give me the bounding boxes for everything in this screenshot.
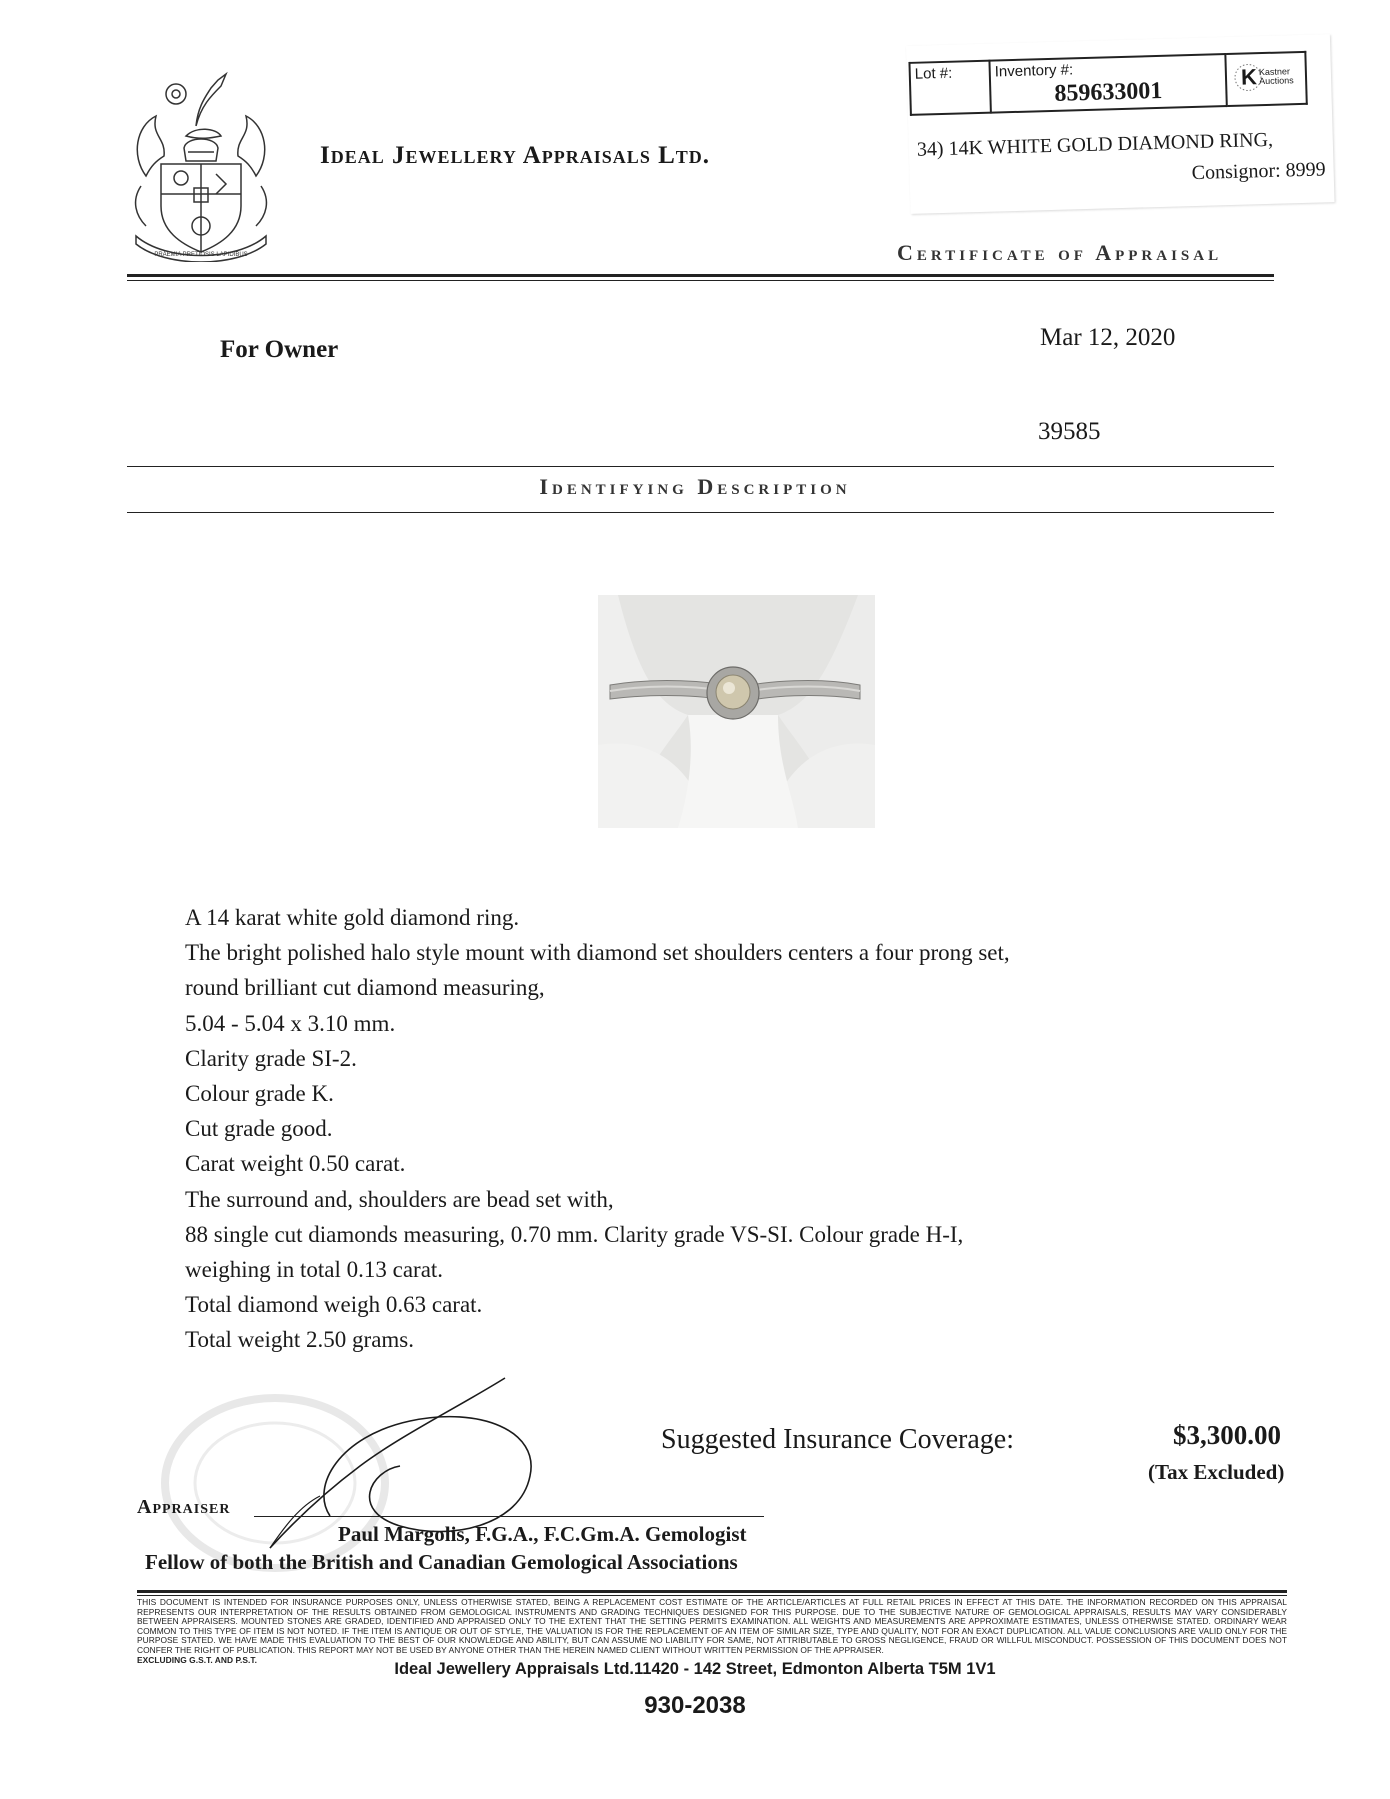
logo-cell [1225,52,1306,106]
header-rule-thin [127,280,1274,281]
inventory-cell [989,54,1226,113]
insurance-tax-note: (Tax Excluded) [1148,1460,1285,1484]
footer-address: Ideal Jewellery Appraisals Ltd.11420 - 142 Street, Edmonton Alberta T5M 1V1 [394,1660,996,1678]
logo-text-line1: Kastner [1258,66,1291,78]
lot-cell [909,61,990,115]
description-line: 5.04 - 5.04 x 3.10 mm. [185,1010,396,1036]
description-line: The bright polished halo style mount with diamond set shoulders centers a four prong set, [185,940,1010,966]
header-rule-thick [127,274,1274,277]
logo-text-line2: Auctions [1258,75,1294,87]
description-line: Total diamond weigh 0.63 carat. [185,1292,483,1318]
reference-number: 39585 [1038,418,1101,445]
section-title: Identifying Description [539,474,851,499]
company-name: Ideal Jewellery Appraisals Ltd. [320,142,711,169]
description-line: weighing in total 0.13 carat. [185,1257,444,1283]
inventory-number: 859633001 [1054,77,1163,107]
appraisal-date: Mar 12, 2020 [1040,324,1176,351]
disclaimer-text: THIS DOCUMENT IS INTENDED FOR INSURANCE PURPOSES ONLY, UNLESS OTHERWISE STATED, BEING A REPLACEMENT COST ESTIMATE OF THE ARTICLE/ARTICLES AT FULL RETAIL PRICES IN EFFECT AT THIS DATE. THE INFORMATION RECORDED ON THIS APPRAISAL REPRESENTS OUR INTERPRETATION OF THE RESULTS OBTAINED FROM GEMOLOGICAL INSTRUMENTS AND GRADING TECHNIQUES DESIGNED FOR THIS PURPOSE. DUE TO THE SUBJECTIVE NATURE OF GEMOLOGICAL APPRAISALS, RESULTS MAY VARY CONSIDERABLY BETWEEN APPRAISERS. MOUNTED STONES ARE GRADED, IDENTIFIED AND APPRAISED ONLY TO THE EXTENT THAT THE SETTING PERMITS EXAMINATION. ALL WEIGHTS AND MEASUREMENTS ARE APPROXIMATE ESTIMATES, UNLESS OTHERWISE STATED. ORDINARY WEAR COMMON TO THIS TYPE OF ITEM IS NOT NOTED. IF THE ITEM IS ANTIQUE OR OUT OF STYLE, THE VALUATION IS FOR THE REPLACEMENT OF AN ITEM OF SIMILAR SIZE, TYPE AND QUALITY, NOT FOR AN EXACT DUPLICATION. ALL VALUE CONCLUSIONS ARE VALID ONLY FOR THE PURPOSE STATED. WE HAVE MADE THIS EVALUATION TO THE BEST OF OUR KNOWLEDGE AND ABILITY, BUT CAN ASSUME NO LIABILITY FOR SAME, NOT ATTRIBUTABLE TO GROSS NEGLIGENCE, FRAUD OR WILLFUL MISCONDUCT. POSSESSION OF THIS DOCUMENT DOES NOT CONFER THE RIGHT OF PUBLICATION. THIS REPORT MAY NOT BE USED BY ANYONE OTHER THAN THE HEREIN NAMED CLIENT WITHOUT WRITTEN PERMISSION OF THE APPRAISER. [137,1597,1287,1655]
certificate-title: Certificate of Appraisal [897,240,1223,265]
appraiser-label: Appraiser [137,1496,231,1518]
description-line: Colour grade K. [185,1081,334,1107]
description-line: Total weight 2.50 grams. [185,1327,414,1353]
section-rule-top [127,466,1274,467]
description-line: 88 single cut diamonds measuring, 0.70 mm. Clarity grade VS-SI. Colour grade H-I, [185,1221,964,1247]
inventory-label: Inventory #: [994,61,1074,81]
section-rule-bottom [127,512,1274,513]
sticker-table [908,51,1307,116]
owner-label: For Owner [220,336,339,363]
appraiser-name: Paul Margolis, F.G.A., F.C.Gm.A. Gemologist [338,1522,747,1546]
appraiser-fellowship: Fellow of both the British and Canadian Gemological Associations [145,1550,738,1574]
crest-motto: PRAEMIA PRETIOSIS LAPIDIBUS [154,252,248,258]
coat-of-arms-icon [126,66,276,262]
logo-letter: K [1240,64,1258,90]
description-line: A 14 karat white gold diamond ring. [185,905,520,930]
insurance-value: $3,300.00 [1173,1420,1281,1450]
footer-phone: 930-2038 [644,1692,746,1719]
lot-label: Lot #: [914,64,953,83]
ring-photo [598,595,875,828]
description-line: round brilliant cut diamond measuring, [185,975,545,1001]
description-line: Clarity grade SI-2. [185,1045,357,1071]
signature-line [254,1516,764,1517]
logo-text [1259,67,1294,86]
sticker-consignor: Consignor: 8999 [1191,158,1326,185]
kastner-auctions-logo [1226,53,1305,103]
auction-sticker [906,34,1335,214]
disclaimer-excluding: EXCLUDING G.S.T. AND P.S.T. [137,1654,258,1665]
disclaimer [137,1598,1287,1665]
description-block [185,900,1010,1358]
insurance-label: Suggested Insurance Coverage: [661,1424,1014,1455]
footer-rule-thin [137,1595,1287,1596]
sticker-item-description: 34) 14K WHITE GOLD DIAMOND RING, [916,128,1274,161]
footer-rule-thick [137,1590,1287,1593]
description-line: Cut grade good. [185,1116,333,1142]
description-line: The surround and, shoulders are bead set with, [185,1186,614,1212]
description-line: Carat weight 0.50 carat. [185,1151,406,1177]
